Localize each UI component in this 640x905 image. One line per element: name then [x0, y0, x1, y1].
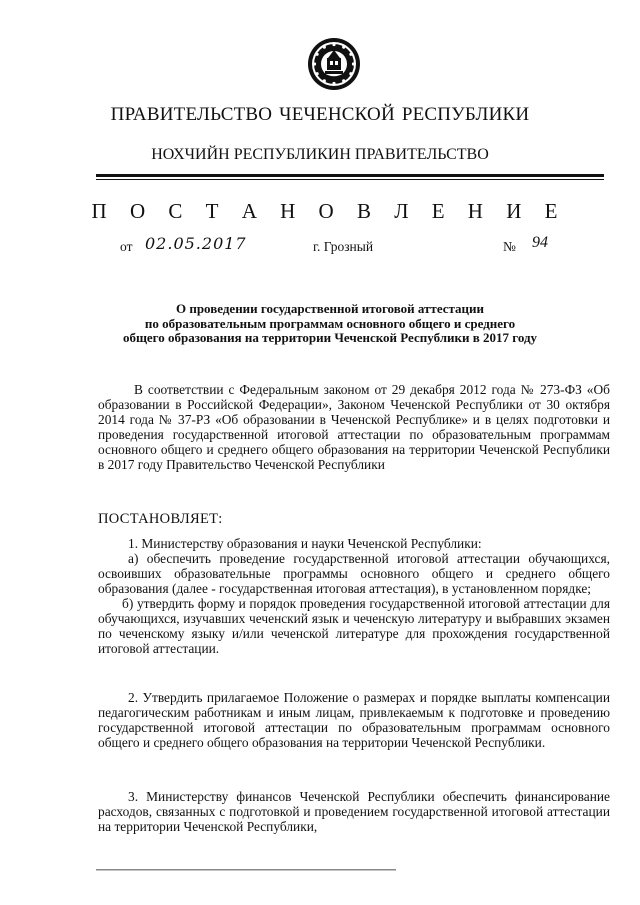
- header-rule-thin: [96, 179, 604, 180]
- number-value-handwritten: 94: [532, 234, 548, 251]
- document-title: [90, 302, 570, 346]
- preamble-paragraph: В соответствии с Федеральным законом от 29 декабря 2012 года № 273-ФЗ «Об образовании в Российской Федерации», Законом Чеченской Республики от 30 октября 2014 года № 37-РЗ «Об образовании в Чеченской Республике» и в целях подготовки и проведения государственной итоговой аттестации по образовательным программам основного общего и среднего общего образования на территории Чеченской Республики в 2017 году Правительство Чеченской Республики: [98, 382, 610, 472]
- item-2-block: [98, 690, 610, 750]
- item-3-block: [98, 789, 610, 834]
- coat-of-arms-emblem: [306, 36, 362, 92]
- document-type-heading: П О С Т А Н О В Л Е Н И Е: [91, 199, 567, 223]
- number-label: №: [503, 239, 516, 254]
- item-1-block: [98, 536, 610, 656]
- date-label: от: [120, 239, 133, 254]
- title-line-3: общего образования на территории Чеченской Республики в 2017 году: [122, 330, 538, 345]
- city-label: г. Грозный: [313, 239, 374, 254]
- footer-imprint-mark: [96, 868, 416, 872]
- item-1a-paragraph: а) обеспечить проведение государственной итоговой аттестации обучающихся, освоивших образовательные программы основного общего и среднего общего образования (далее - государственная итоговая аттестация), в установленном порядке;: [98, 551, 610, 596]
- item-1-heading: 1. Министерству образования и науки Чеченской Республики:: [128, 536, 482, 551]
- government-name-russian: ПРАВИТЕЛЬСТВО ЧЕЧЕНСКОЙ РЕСПУБЛИКИ: [110, 104, 530, 125]
- title-line-2: по образовательным программам основного общего и среднего: [144, 315, 516, 331]
- date-value-handwritten: 02.05.2017: [145, 234, 247, 253]
- item-3-paragraph: 3. Министерству финансов Чеченской Республики обеспечить финансирование расходов, связанных с подготовкой и проведением государственной итоговой аттестации на территории Чеченской Республики,: [98, 789, 610, 834]
- footer-imprint: [96, 868, 416, 873]
- item-1b-paragraph: б) утвердить форму и порядок проведения государственной итоговой аттестации для обучающихся, изучавших чеченский язык и чеченскую литературу и выбравших экзамен по чеченскому языку и/или чеченской литературе для прохождения государственной итоговой аттестации.: [98, 596, 610, 656]
- item-2-paragraph: 2. Утвердить прилагаемое Положение о размерах и порядке выплаты компенсации педагогическим работникам и иным лицам, привлекаемым к подготовке и проведению государственной итоговой аттестации по образовательным программам основного общего и среднего общего образования на территории Чеченской Республики.: [98, 690, 610, 750]
- title-line-1: О проведении государственной итоговой аттестации: [175, 301, 485, 316]
- header-rule-thick: [96, 174, 604, 177]
- government-name-chechen: НОХЧИЙН РЕСПУБЛИКИН ПРАВИТЕЛЬСТВО: [151, 146, 489, 163]
- preamble-block: [98, 382, 610, 472]
- resolve-heading: ПОСТАНОВЛЯЕТ:: [98, 511, 223, 527]
